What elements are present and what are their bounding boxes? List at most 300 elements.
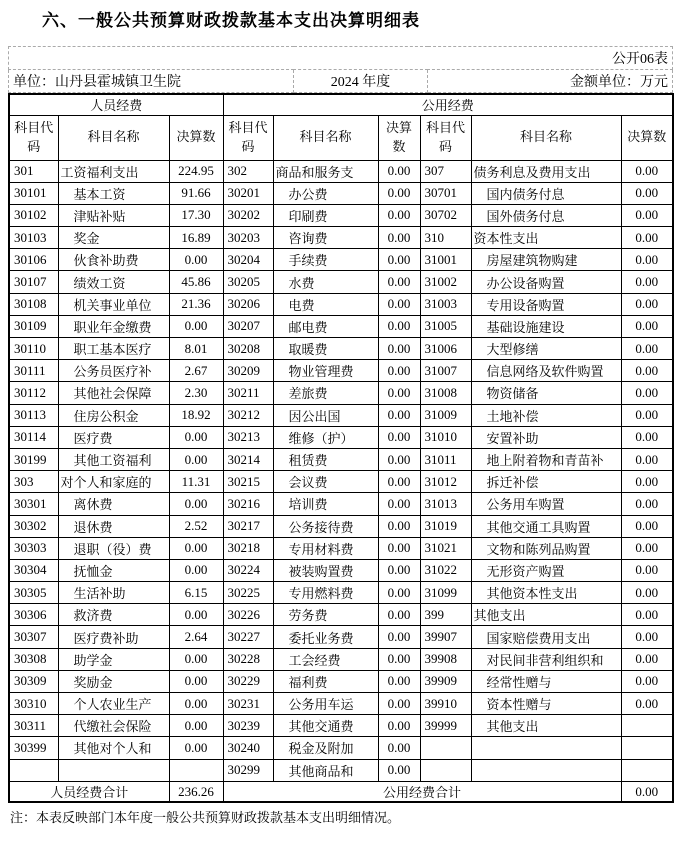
subject-code-cell: 310 xyxy=(420,227,471,249)
amount-cell: 0.00 xyxy=(621,515,673,537)
subject-code-cell: 30112 xyxy=(9,382,58,404)
personnel-total-label: 人员经费合计 xyxy=(9,781,169,802)
subject-name-cell: 资本性赠与 xyxy=(471,693,621,715)
subject-name-cell: 商品和服务支 xyxy=(273,160,378,182)
subject-name-cell: 代缴社会保险 xyxy=(58,715,169,737)
amount-cell: 0.00 xyxy=(169,559,223,581)
table-row xyxy=(9,626,673,648)
amount-cell: 0.00 xyxy=(621,204,673,226)
subject-name-cell: 住房公积金 xyxy=(58,404,169,426)
subject-code-cell: 30305 xyxy=(9,582,58,604)
subject-name-cell: 劳务费 xyxy=(273,604,378,626)
info-band xyxy=(8,46,673,93)
subject-name-cell: 经常性赠与 xyxy=(471,670,621,692)
amount-cell: 0.00 xyxy=(378,404,420,426)
subject-code-cell: 30205 xyxy=(223,271,273,293)
subject-code-cell: 30209 xyxy=(223,360,273,382)
subject-code-cell: 30102 xyxy=(9,204,58,226)
subject-code-cell: 31011 xyxy=(420,448,471,470)
subject-code-cell: 30199 xyxy=(9,448,58,470)
subject-name-cell: 公务员医疗补 xyxy=(58,360,169,382)
public-total-value: 0.00 xyxy=(621,781,673,802)
subject-code-cell: 30101 xyxy=(9,182,58,204)
amount-cell: 0.00 xyxy=(378,604,420,626)
table-row xyxy=(9,271,673,293)
subject-code-cell: 30225 xyxy=(223,582,273,604)
table-row xyxy=(9,249,673,271)
subject-name-cell: 其他商品和 xyxy=(273,759,378,781)
subject-code-cell: 30307 xyxy=(9,626,58,648)
table-row xyxy=(9,426,673,448)
amount-cell: 0.00 xyxy=(621,182,673,204)
subject-name-cell: 大型修缮 xyxy=(471,338,621,360)
subject-code-cell: 31006 xyxy=(420,338,471,360)
subject-name-cell: 机关事业单位 xyxy=(58,293,169,315)
subject-name-cell: 公务用车购置 xyxy=(471,493,621,515)
amount-cell: 0.00 xyxy=(378,648,420,670)
table-row xyxy=(9,648,673,670)
subject-name-cell: 医疗费补助 xyxy=(58,626,169,648)
subject-code-cell: 30239 xyxy=(223,715,273,737)
subject-code-cell: 302 xyxy=(223,160,273,182)
subject-code-cell: 30226 xyxy=(223,604,273,626)
amount-cell: 0.00 xyxy=(169,448,223,470)
subject-name-cell: 办公设备购置 xyxy=(471,271,621,293)
info-row xyxy=(9,70,673,93)
subject-code-cell: 39908 xyxy=(420,648,471,670)
amount-cell: 0.00 xyxy=(378,515,420,537)
subject-name-cell: 奖励金 xyxy=(58,670,169,692)
subject-code-cell: 31009 xyxy=(420,404,471,426)
amount-cell: 0.00 xyxy=(621,493,673,515)
subject-name-cell: 职业年金缴费 xyxy=(58,315,169,337)
budget-detail-table xyxy=(8,93,674,803)
subject-name-cell: 差旅费 xyxy=(273,382,378,404)
subject-code-cell: 31010 xyxy=(420,426,471,448)
subject-name-cell: 电费 xyxy=(273,293,378,315)
subject-name-cell: 绩效工资 xyxy=(58,271,169,293)
col-header-subject-code-1: 科目代码 xyxy=(9,115,58,160)
subject-name-cell: 生活补助 xyxy=(58,582,169,604)
subject-code-cell: 30302 xyxy=(9,515,58,537)
table-row xyxy=(9,604,673,626)
subject-code-cell: 30208 xyxy=(223,338,273,360)
table-row xyxy=(9,471,673,493)
amount-cell: 0.00 xyxy=(621,249,673,271)
amount-cell: 0.00 xyxy=(621,338,673,360)
subject-code-cell: 30114 xyxy=(9,426,58,448)
subject-code-cell: 30311 xyxy=(9,715,58,737)
amount-cell: 0.00 xyxy=(621,382,673,404)
amount-cell: 0.00 xyxy=(378,715,420,737)
amount-cell: 0.00 xyxy=(621,315,673,337)
amount-cell: 0.00 xyxy=(378,204,420,226)
amount-cell: 0.00 xyxy=(378,293,420,315)
table-row xyxy=(9,360,673,382)
amount-cell: 16.89 xyxy=(169,227,223,249)
subject-name-cell: 职工基本医疗 xyxy=(58,338,169,360)
subject-name-cell: 救济费 xyxy=(58,604,169,626)
subject-code-cell: 30203 xyxy=(223,227,273,249)
subject-code-cell: 307 xyxy=(420,160,471,182)
amount-cell: 0.00 xyxy=(621,604,673,626)
subject-name-cell: 国内债务付息 xyxy=(471,182,621,204)
totals-row xyxy=(9,781,673,802)
amount-cell: 0.00 xyxy=(378,426,420,448)
subject-code-cell: 399 xyxy=(420,604,471,626)
amount-cell: 18.92 xyxy=(169,404,223,426)
subject-code-cell: 31003 xyxy=(420,293,471,315)
subject-name-cell: 培训费 xyxy=(273,493,378,515)
amount-cell: 0.00 xyxy=(621,670,673,692)
subject-name-cell: 对个人和家庭的 xyxy=(58,471,169,493)
subject-name-cell: 其他交通费 xyxy=(273,715,378,737)
amount-cell: 91.66 xyxy=(169,182,223,204)
fiscal-year-label: 2024 年度 xyxy=(294,70,428,93)
col-header-subject-name-3: 科目名称 xyxy=(471,115,621,160)
table-row xyxy=(9,715,673,737)
amount-cell: 0.00 xyxy=(621,271,673,293)
subject-code-cell: 303 xyxy=(9,471,58,493)
subject-name-cell: 债务利息及费用支出 xyxy=(471,160,621,182)
subject-code-cell: 31007 xyxy=(420,360,471,382)
amount-cell: 0.00 xyxy=(378,582,420,604)
subject-name-cell: 助学金 xyxy=(58,648,169,670)
public-total-label: 公用经费合计 xyxy=(223,781,621,802)
col-header-subject-name-2: 科目名称 xyxy=(273,115,378,160)
subject-code-cell: 31005 xyxy=(420,315,471,337)
amount-cell: 0.00 xyxy=(169,693,223,715)
subject-code-cell: 39909 xyxy=(420,670,471,692)
subject-name-cell: 其他对个人和 xyxy=(58,737,169,759)
subject-name-cell: 对民间非营利组织和 xyxy=(471,648,621,670)
table-row xyxy=(9,204,673,226)
amount-cell: 0.00 xyxy=(169,426,223,448)
table-row xyxy=(9,759,673,781)
amount-cell xyxy=(621,715,673,737)
amount-cell: 0.00 xyxy=(378,537,420,559)
subject-code-cell: 30106 xyxy=(9,249,58,271)
subject-code-cell: 30113 xyxy=(9,404,58,426)
subject-name-cell: 其他支出 xyxy=(471,604,621,626)
amount-cell: 0.00 xyxy=(378,182,420,204)
table-row xyxy=(9,182,673,204)
subject-name-cell: 抚恤金 xyxy=(58,559,169,581)
subject-code-cell: 301 xyxy=(9,160,58,182)
amount-cell: 0.00 xyxy=(378,448,420,470)
amount-cell: 0.00 xyxy=(169,537,223,559)
subject-code-cell: 30204 xyxy=(223,249,273,271)
table-row xyxy=(9,315,673,337)
subject-code-cell: 30215 xyxy=(223,471,273,493)
subject-code-cell: 31021 xyxy=(420,537,471,559)
amount-cell: 0.00 xyxy=(621,537,673,559)
subject-name-cell: 水费 xyxy=(273,271,378,293)
amount-cell: 224.95 xyxy=(169,160,223,182)
subject-code-cell: 30229 xyxy=(223,670,273,692)
subject-name-cell: 退职（役）费 xyxy=(58,537,169,559)
subject-name-cell: 税金及附加 xyxy=(273,737,378,759)
table-row xyxy=(9,293,673,315)
amount-cell: 0.00 xyxy=(169,670,223,692)
subject-code-cell: 30108 xyxy=(9,293,58,315)
subject-code-cell: 39907 xyxy=(420,626,471,648)
unit-label: 单位：山丹县霍城镇卫生院 xyxy=(9,70,294,93)
subject-code-cell: 30217 xyxy=(223,515,273,537)
table-row xyxy=(9,737,673,759)
subject-name-cell: 取暖费 xyxy=(273,338,378,360)
table-row xyxy=(9,382,673,404)
subject-name-cell: 基础设施建设 xyxy=(471,315,621,337)
amount-cell: 0.00 xyxy=(378,338,420,360)
table-row xyxy=(9,582,673,604)
amount-cell: 0.00 xyxy=(621,693,673,715)
amount-cell: 0.00 xyxy=(169,249,223,271)
amount-cell: 0.00 xyxy=(378,382,420,404)
subject-name-cell: 伙食补助费 xyxy=(58,249,169,271)
subject-name-cell: 拆迁补偿 xyxy=(471,471,621,493)
subject-name-cell: 因公出国 xyxy=(273,404,378,426)
subject-name-cell: 文物和陈列品购置 xyxy=(471,537,621,559)
table-row xyxy=(9,493,673,515)
subject-code-cell: 30218 xyxy=(223,537,273,559)
subject-code-cell: 30214 xyxy=(223,448,273,470)
table-row xyxy=(9,404,673,426)
footnote: 注：本表反映部门本年度一般公共预算财政拨款基本支出明细情况。 xyxy=(10,810,401,826)
subject-code-cell xyxy=(420,759,471,781)
amount-cell: 2.64 xyxy=(169,626,223,648)
amount-cell: 6.15 xyxy=(169,582,223,604)
amount-cell: 0.00 xyxy=(378,670,420,692)
subject-code-cell: 30224 xyxy=(223,559,273,581)
group-header-personnel: 人员经费 xyxy=(9,94,223,115)
amount-cell: 2.30 xyxy=(169,382,223,404)
amount-cell: 0.00 xyxy=(169,604,223,626)
subject-name-cell: 办公费 xyxy=(273,182,378,204)
subject-code-cell: 39910 xyxy=(420,693,471,715)
subject-code-cell: 30110 xyxy=(9,338,58,360)
subject-code-cell: 31019 xyxy=(420,515,471,537)
subject-name-cell: 咨询费 xyxy=(273,227,378,249)
col-header-final-amount-1: 决算数 xyxy=(169,115,223,160)
subject-name-cell: 其他工资福利 xyxy=(58,448,169,470)
subject-name-cell: 公务接待费 xyxy=(273,515,378,537)
subject-name-cell: 邮电费 xyxy=(273,315,378,337)
subject-name-cell: 个人农业生产 xyxy=(58,693,169,715)
column-header-row xyxy=(9,115,673,160)
subject-code-cell xyxy=(9,759,58,781)
subject-name-cell: 津贴补贴 xyxy=(58,204,169,226)
subject-name-cell: 专用材料费 xyxy=(273,537,378,559)
subject-code-cell: 30109 xyxy=(9,315,58,337)
subject-code-cell: 30207 xyxy=(223,315,273,337)
subject-code-cell: 31008 xyxy=(420,382,471,404)
amount-cell: 0.00 xyxy=(621,360,673,382)
col-header-subject-name-1: 科目名称 xyxy=(58,115,169,160)
sheet-number-label: 公开06表 xyxy=(9,47,673,70)
subject-code-cell: 30211 xyxy=(223,382,273,404)
subject-code-cell: 30308 xyxy=(9,648,58,670)
subject-name-cell: 国外债务付息 xyxy=(471,204,621,226)
amount-cell: 0.00 xyxy=(621,293,673,315)
subject-name-cell: 其他社会保障 xyxy=(58,382,169,404)
subject-name-cell: 印刷费 xyxy=(273,204,378,226)
amount-cell xyxy=(621,737,673,759)
amount-cell: 0.00 xyxy=(169,715,223,737)
amount-cell: 0.00 xyxy=(621,626,673,648)
subject-name-cell: 土地补偿 xyxy=(471,404,621,426)
amount-cell: 45.86 xyxy=(169,271,223,293)
table-row xyxy=(9,559,673,581)
subject-name-cell: 信息网络及软件购置 xyxy=(471,360,621,382)
subject-code-cell: 30227 xyxy=(223,626,273,648)
table-row xyxy=(9,448,673,470)
subject-code-cell: 30702 xyxy=(420,204,471,226)
amount-cell: 0.00 xyxy=(169,737,223,759)
amount-cell: 0.00 xyxy=(621,582,673,604)
subject-name-cell: 专用设备购置 xyxy=(471,293,621,315)
amount-cell: 0.00 xyxy=(378,626,420,648)
subject-name-cell: 手续费 xyxy=(273,249,378,271)
subject-code-cell: 30206 xyxy=(223,293,273,315)
subject-name-cell: 退休费 xyxy=(58,515,169,537)
subject-name-cell: 资本性支出 xyxy=(471,227,621,249)
table-row xyxy=(9,537,673,559)
subject-name-cell: 房屋建筑物购建 xyxy=(471,249,621,271)
amount-cell: 0.00 xyxy=(169,493,223,515)
amount-cell: 0.00 xyxy=(621,404,673,426)
subject-code-cell: 30228 xyxy=(223,648,273,670)
subject-name-cell: 公务用车运 xyxy=(273,693,378,715)
subject-code-cell: 30111 xyxy=(9,360,58,382)
subject-code-cell: 30306 xyxy=(9,604,58,626)
subject-name-cell: 委托业务费 xyxy=(273,626,378,648)
amount-cell: 0.00 xyxy=(378,559,420,581)
amount-cell: 8.01 xyxy=(169,338,223,360)
col-header-subject-code-2: 科目代码 xyxy=(223,115,273,160)
amount-cell xyxy=(169,759,223,781)
table-row xyxy=(9,670,673,692)
subject-code-cell: 31099 xyxy=(420,582,471,604)
subject-name-cell: 奖金 xyxy=(58,227,169,249)
subject-name-cell: 其他资本性支出 xyxy=(471,582,621,604)
subject-name-cell: 其他交通工具购置 xyxy=(471,515,621,537)
subject-code-cell: 39999 xyxy=(420,715,471,737)
subject-code-cell: 30216 xyxy=(223,493,273,515)
amount-cell: 0.00 xyxy=(378,249,420,271)
subject-code-cell: 30202 xyxy=(223,204,273,226)
subject-code-cell: 30304 xyxy=(9,559,58,581)
amount-cell: 0.00 xyxy=(621,426,673,448)
subject-name-cell xyxy=(471,759,621,781)
subject-name-cell: 被装购置费 xyxy=(273,559,378,581)
subject-name-cell: 无形资产购置 xyxy=(471,559,621,581)
amount-cell: 11.31 xyxy=(169,471,223,493)
amount-cell: 0.00 xyxy=(378,360,420,382)
amount-cell: 0.00 xyxy=(378,493,420,515)
amount-cell: 0.00 xyxy=(169,315,223,337)
subject-code-cell: 30240 xyxy=(223,737,273,759)
page-title: 六、一般公共预算财政拨款基本支出决算明细表 xyxy=(42,11,420,30)
col-header-final-amount-2: 决算数 xyxy=(378,115,420,160)
amount-cell: 0.00 xyxy=(378,759,420,781)
subject-code-cell: 30301 xyxy=(9,493,58,515)
subject-name-cell: 维修（护） xyxy=(273,426,378,448)
table-row xyxy=(9,515,673,537)
amount-cell: 2.52 xyxy=(169,515,223,537)
amount-cell: 0.00 xyxy=(621,227,673,249)
subject-code-cell: 30213 xyxy=(223,426,273,448)
subject-name-cell: 离休费 xyxy=(58,493,169,515)
amount-cell: 0.00 xyxy=(621,448,673,470)
table-row xyxy=(9,693,673,715)
subject-code-cell: 31012 xyxy=(420,471,471,493)
personnel-total-value: 236.26 xyxy=(169,781,223,802)
subject-code-cell: 30701 xyxy=(420,182,471,204)
amount-cell: 0.00 xyxy=(378,737,420,759)
sheet-label-row xyxy=(9,47,673,70)
table-row xyxy=(9,338,673,360)
subject-name-cell: 地上附着物和青苗补 xyxy=(471,448,621,470)
subject-name-cell: 基本工资 xyxy=(58,182,169,204)
amount-cell: 0.00 xyxy=(378,160,420,182)
subject-name-cell xyxy=(58,759,169,781)
subject-name-cell: 专用燃料费 xyxy=(273,582,378,604)
subject-name-cell: 国家赔偿费用支出 xyxy=(471,626,621,648)
subject-name-cell: 租赁费 xyxy=(273,448,378,470)
col-header-final-amount-3: 决算数 xyxy=(621,115,673,160)
subject-name-cell: 安置补助 xyxy=(471,426,621,448)
amount-cell: 0.00 xyxy=(378,227,420,249)
amount-cell: 0.00 xyxy=(169,648,223,670)
subject-code-cell: 31001 xyxy=(420,249,471,271)
subject-code-cell: 30303 xyxy=(9,537,58,559)
amount-cell xyxy=(621,759,673,781)
subject-code-cell xyxy=(420,737,471,759)
amount-cell: 17.30 xyxy=(169,204,223,226)
subject-code-cell: 31002 xyxy=(420,271,471,293)
amount-unit-label: 金额单位：万元 xyxy=(428,70,673,93)
amount-cell: 0.00 xyxy=(378,693,420,715)
subject-name-cell: 福利费 xyxy=(273,670,378,692)
amount-cell: 0.00 xyxy=(621,160,673,182)
amount-cell: 0.00 xyxy=(621,471,673,493)
subject-code-cell: 30231 xyxy=(223,693,273,715)
subject-code-cell: 30310 xyxy=(9,693,58,715)
group-header-public: 公用经费 xyxy=(223,94,673,115)
amount-cell: 21.36 xyxy=(169,293,223,315)
subject-name-cell: 会议费 xyxy=(273,471,378,493)
subject-name-cell: 工会经费 xyxy=(273,648,378,670)
amount-cell: 0.00 xyxy=(621,559,673,581)
subject-code-cell: 30399 xyxy=(9,737,58,759)
subject-name-cell: 工资福利支出 xyxy=(58,160,169,182)
subject-name-cell: 医疗费 xyxy=(58,426,169,448)
subject-code-cell: 30107 xyxy=(9,271,58,293)
amount-cell: 0.00 xyxy=(621,648,673,670)
subject-code-cell: 30309 xyxy=(9,670,58,692)
subject-code-cell: 30103 xyxy=(9,227,58,249)
amount-cell: 0.00 xyxy=(378,471,420,493)
subject-code-cell: 30212 xyxy=(223,404,273,426)
subject-code-cell: 30201 xyxy=(223,182,273,204)
amount-cell: 0.00 xyxy=(378,315,420,337)
subject-code-cell: 31013 xyxy=(420,493,471,515)
col-header-subject-code-3: 科目代码 xyxy=(420,115,471,160)
subject-name-cell: 其他支出 xyxy=(471,715,621,737)
table-row xyxy=(9,160,673,182)
amount-cell: 2.67 xyxy=(169,360,223,382)
